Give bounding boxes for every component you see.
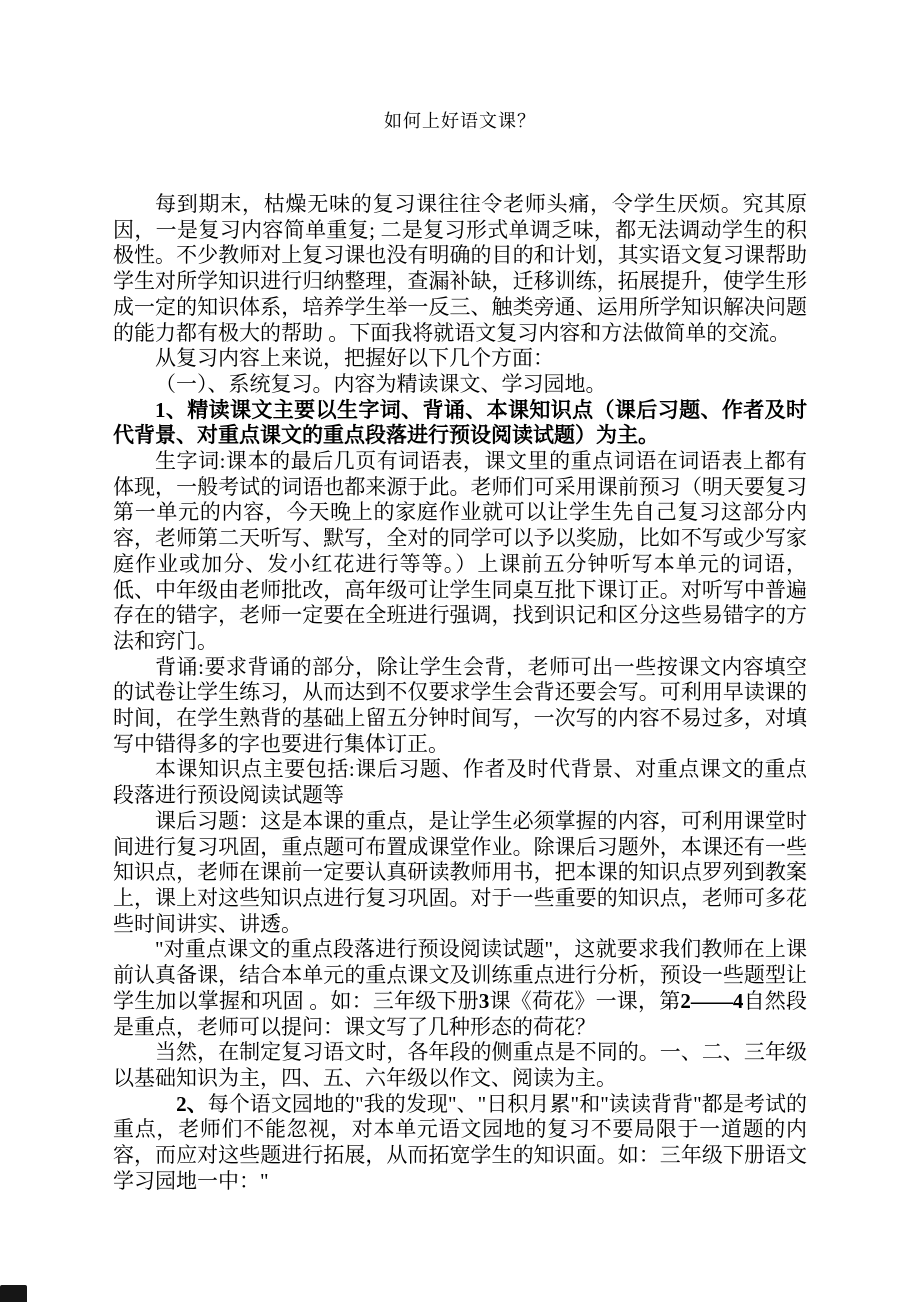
paragraph	[113, 372, 807, 398]
paragraph	[113, 937, 807, 1040]
paragraph	[113, 346, 807, 372]
document-title: 如何上好语文课？	[384, 111, 536, 131]
text-run: 生字词:课本的最后几页有词语表，课文里的重点词语在词语表上都有体现，一般考试的词语也都来源于此。老师们可采用课前预习（明天要复习第一单元的内容，今天晚上的家庭作业就可以让学生先自己复习这部分内容，老师第二天听写、默写，全对的同学可以予以奖励，比如不写或少写家庭作业或加分、发小红花进行等等。）上课前五分钟听写本单元的词语，低、中年级由老师批改，高年级可让学生同桌互批下课订正。对听写中普遍存在的错字，老师一定要在全班进行强调，找到识记和区分这些易错字的方法和窍门。	[113, 449, 807, 653]
bold-text-run: 3	[478, 988, 490, 1013]
text-run	[155, 1092, 176, 1116]
paragraph	[113, 809, 807, 938]
text-run: 课《荷花》一课，第	[489, 988, 681, 1013]
paragraph	[113, 1092, 807, 1195]
text-run: 自然段是重点，老师可以提问：课文写了几种形态的荷花？	[113, 988, 808, 1039]
document-content	[113, 108, 807, 1194]
bold-text-run: 2——4	[680, 988, 744, 1013]
bold-text-run: 2、	[176, 1091, 208, 1116]
text-run: 从复习内容上来说，把握好以下几个方面：	[155, 346, 554, 371]
paragraph	[113, 655, 807, 758]
text-run: 本课知识点主要包括:课后习题、作者及时代背景、对重点课文的重点段落进行预设阅读试题等	[113, 757, 807, 808]
text-run: 课后习题：这是本课的重点，是让学生必须掌握的内容，可利用课堂时间进行复习巩固，重点题可布置成课堂作业。除课后习题外，本课还有一些知识点，老师在课前一定要认真研读教师用书，把本课的知识点罗列到教案上，课上对这些知识点进行复习巩固。对于一些重要的知识点，老师可多花些时间讲实、讲透。	[113, 808, 807, 936]
bold-text-run: 1、精读课文主要以生字词、背诵、本课知识点（课后习题、作者及时代背景、对重点课文的重点段落进行预设阅读试题）为主。	[113, 397, 807, 448]
paragraph	[113, 757, 807, 808]
text-run: "对重点课文的重点段落进行预设阅读试题"，这就要求我们教师在上课前认真备课，结合本单元的重点课文及训练重点进行分析，预设一些题型让学生加以掌握和巩固 。如：三年级下册	[113, 937, 807, 1013]
paragraph	[113, 1040, 807, 1091]
page-corner-artifact	[0, 1285, 27, 1302]
document-body	[113, 192, 807, 1194]
text-run: 当然，在制定复习语文时，各年段的侧重点是不同的。一、二、三年级以基础知识为主，四、五、六年级以作文、阅读为主。	[113, 1040, 807, 1090]
paragraph	[113, 449, 807, 655]
text-run: 每个语文园地的"我的发现"、"日积月累"和"读读背背"都是考试的重点，老师们不能忽视，对本单元语文园地的复习不要局限于一道题的内容，而应对这些题进行拓展，从而拓宽学生的知识面。如：三年级下册语文学习园地一中："	[113, 1091, 807, 1193]
paragraph	[113, 398, 807, 449]
text-run: 每到期末，枯燥无味的复习课往往令老师头痛，令学生厌烦。究其原因，一是复习内容简单重复; 二是复习形式单调乏味，都无法调动学生的积极性。不少教师对上复习课也没有明确的目的和计划，其实语文复习课帮助学生对所学知识进行归纳整理，查漏补缺，迁移训练，拓展提升，使学生形成一定的知识体系，培养学生举一反三、触类旁通、运用所学知识解决问题的能力都有极大的帮助 。下面我将就语文复习内容和方法做简单的交流。	[113, 192, 807, 345]
text-run: 背诵:要求背诵的部分，除让学生会背，老师可出一些按课文内容填空的试卷让学生练习，从而达到不仅要求学生会背还要会写。可利用早读课的时间，在学生熟背的基础上留五分钟时间写，一次写的内容不易过多，对填写中错得多的字也要进行集体订正。	[113, 654, 807, 756]
paragraph	[113, 192, 807, 346]
text-run: （一）、系统复习。内容为精读课文、学习园地。	[155, 371, 607, 396]
